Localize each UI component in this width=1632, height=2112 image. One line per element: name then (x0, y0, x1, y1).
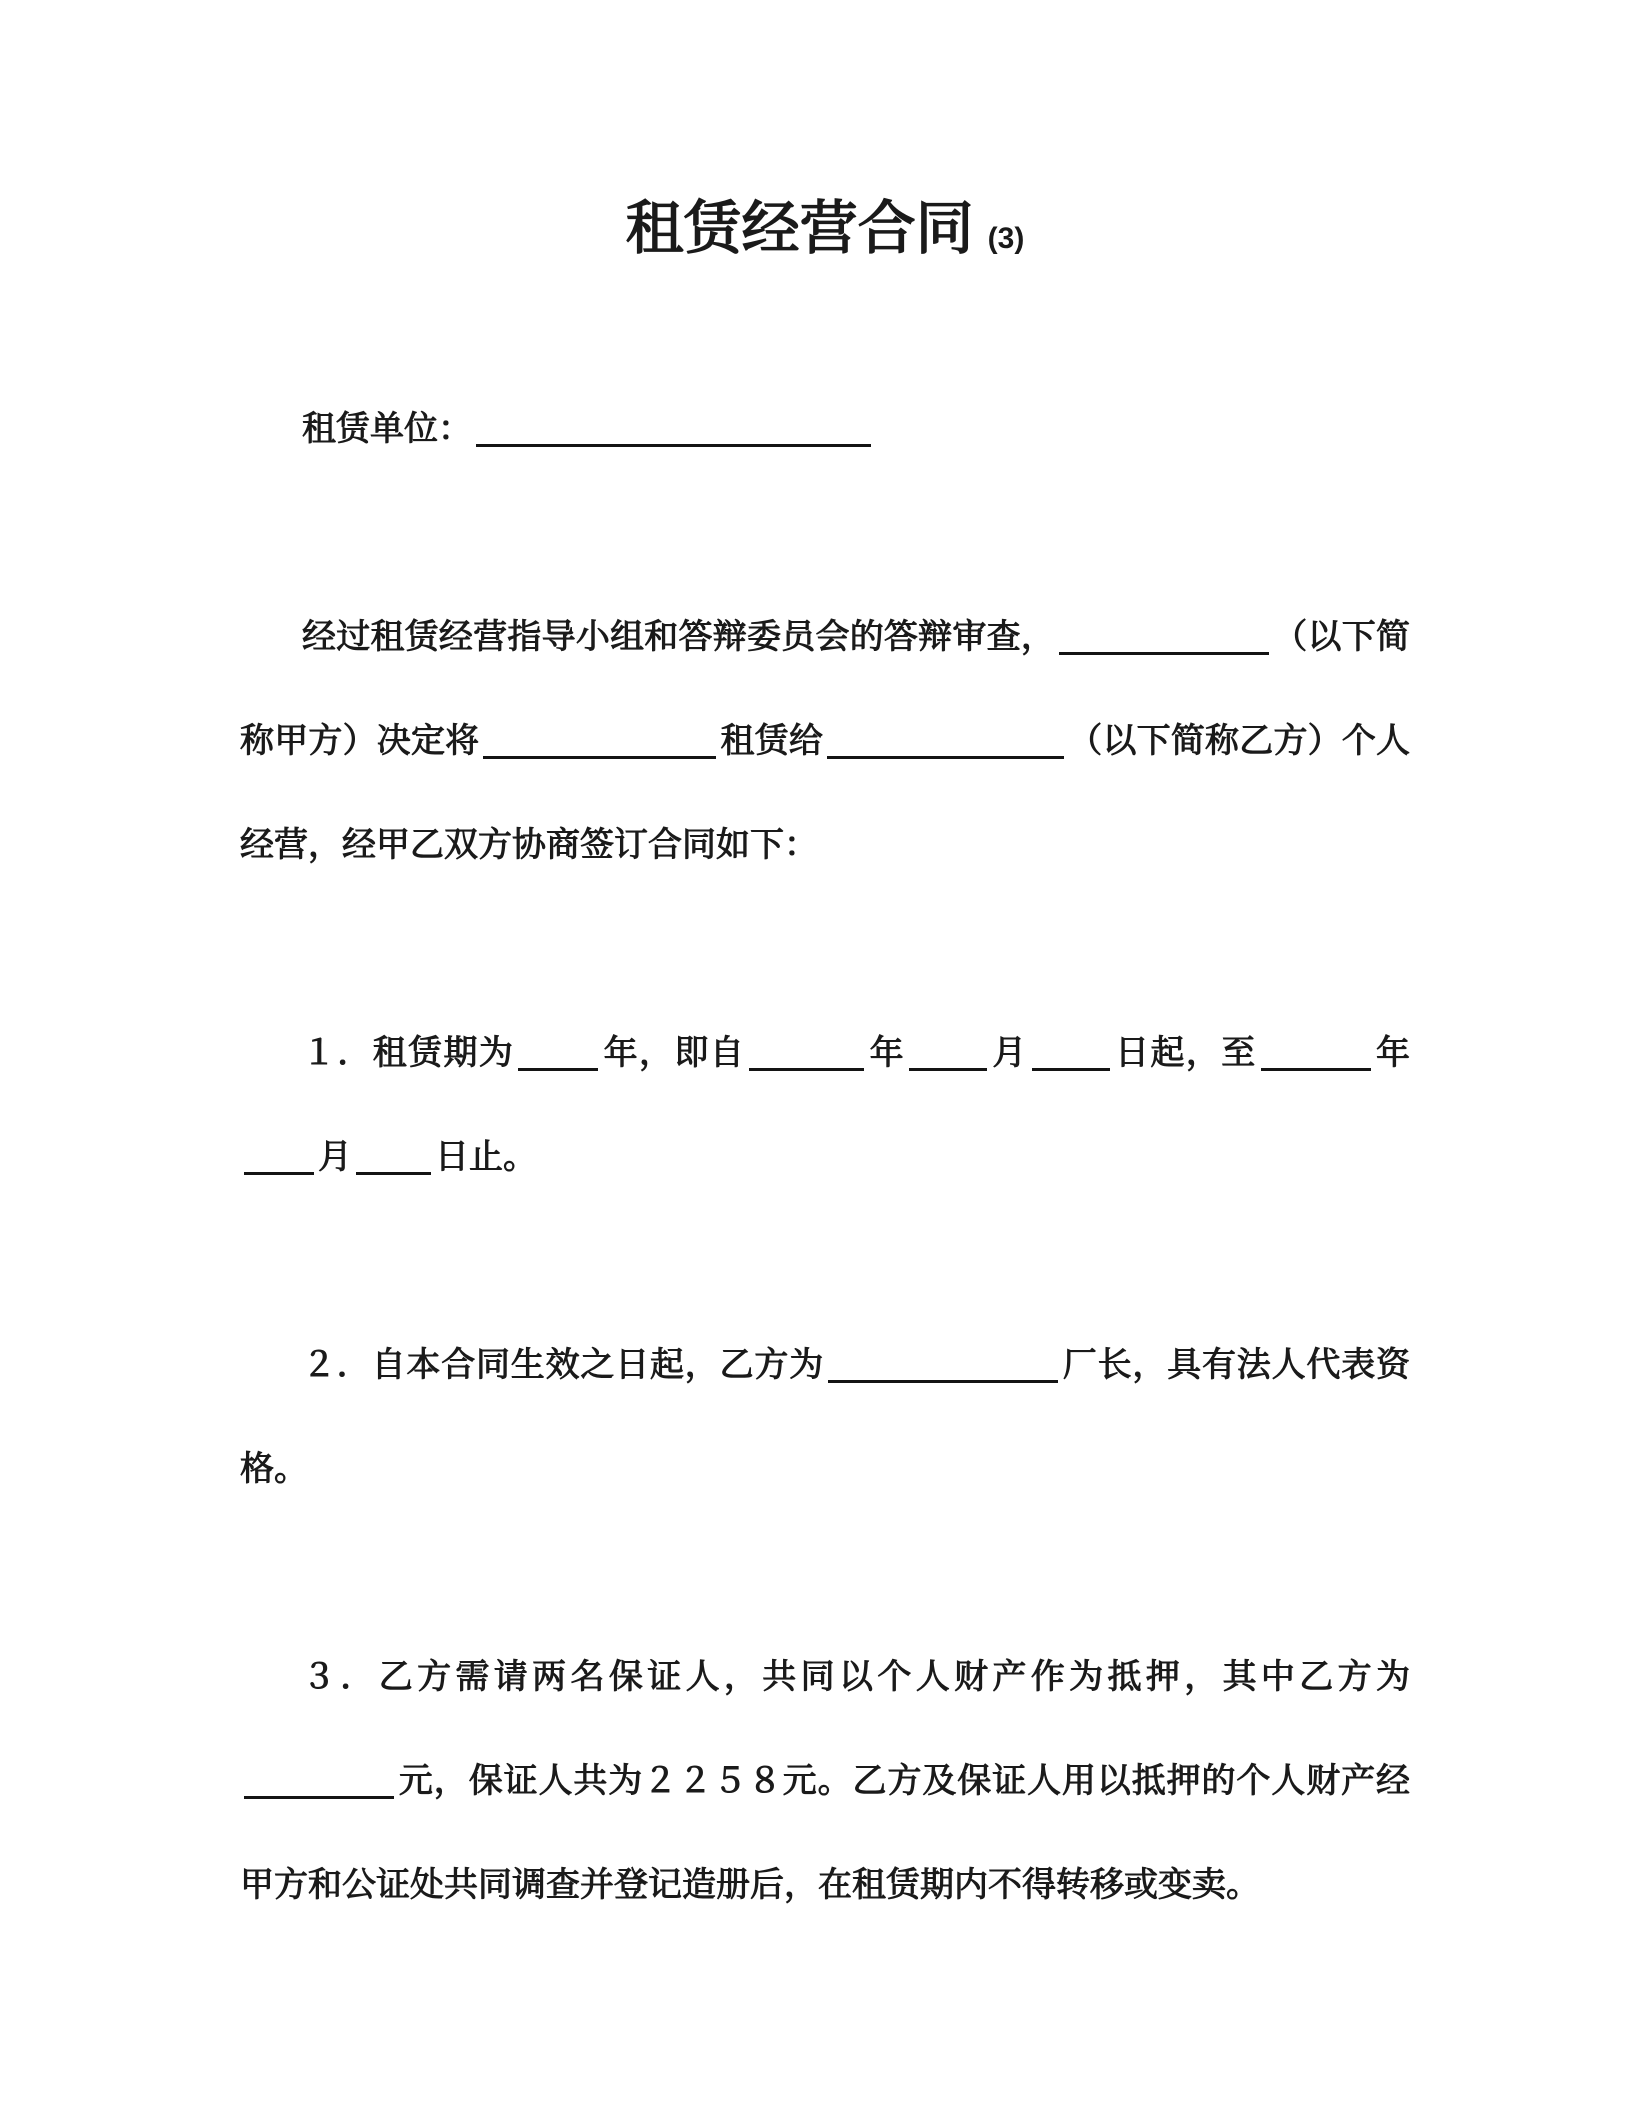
fill-in-blank (244, 1762, 394, 1799)
fill-in-blank (1261, 1034, 1371, 1071)
fill-in-blank (827, 722, 1064, 759)
clause-3-guarantors (240, 1625, 1410, 1937)
document-body (240, 377, 1410, 1937)
text-run: （以下简称甲方）决定将 (240, 618, 1411, 760)
text-run: 经过租赁经营指导小组和答辩委员会的答辩审查， (302, 618, 1056, 656)
clause-2-legal-representative (240, 1313, 1410, 1521)
text-run: 租赁单位： (302, 410, 472, 448)
text-run: 年 (868, 1034, 905, 1072)
text-run: ２．自本合同生效之日起，乙方为 (302, 1346, 824, 1384)
document-title-text: 租赁经营合同 (625, 196, 974, 261)
document-title (240, 196, 1410, 261)
fill-in-blank (828, 1346, 1058, 1383)
text-run: 日止。 (435, 1138, 537, 1176)
clause-1-lease-term (240, 1001, 1410, 1209)
document-title-number: (3) (987, 222, 1025, 255)
text-run: 月 (990, 1034, 1028, 1072)
text-run: 年，即自 (602, 1034, 746, 1072)
text-run: ３．乙方需请两名保证人，共同以个人财产作为抵押，其中乙方为 (302, 1658, 1410, 1696)
text-run: 元，保证人共为２２５８元。乙方及保证人用以抵押的个人财产经甲方和公证处共同调查并登记造册后，在租赁期内不得转移或变卖。 (240, 1762, 1410, 1904)
preamble-paragraph (240, 585, 1410, 897)
text-run: 月 (318, 1138, 352, 1176)
text-run: （以下简称乙方）个人经营，经甲乙双方协商签订合同如下： (240, 722, 1411, 864)
fill-in-blank (244, 1138, 314, 1175)
fill-in-blank (356, 1138, 431, 1175)
text-run: １．租赁期为 (302, 1034, 515, 1072)
fill-in-blank (483, 722, 716, 759)
text-run: 租赁给 (720, 722, 824, 760)
text-run: 日起，至 (1113, 1034, 1257, 1072)
fill-in-blank (476, 410, 871, 447)
text-run: 年 (1374, 1034, 1411, 1072)
fill-in-blank (518, 1034, 598, 1071)
fill-in-blank (749, 1034, 864, 1071)
fill-in-blank (1032, 1034, 1110, 1071)
text-run: 厂长，具有法人代表资格。 (240, 1346, 1410, 1488)
fill-in-blank (1059, 618, 1269, 655)
lessor-field-line (240, 377, 1410, 481)
fill-in-blank (909, 1034, 987, 1071)
